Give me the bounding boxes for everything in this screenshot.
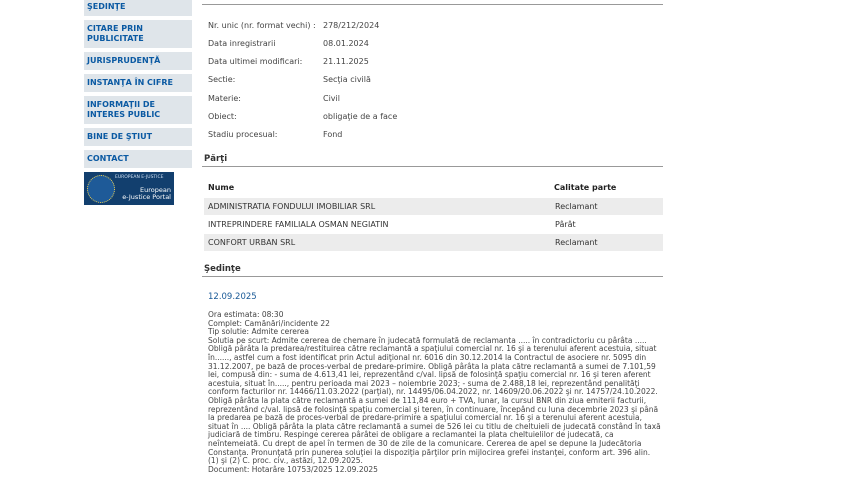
nav-item-contact[interactable]: CONTACT: [84, 150, 192, 168]
info-value: Fond: [323, 130, 343, 139]
parti-header-nume: Nume: [208, 183, 235, 192]
hearing-tip-solutie: Tip solutie: Admite cererea: [208, 327, 309, 337]
hearing-document: Document: Hotarâre 10753/2025 12.09.2025: [208, 464, 378, 474]
info-value: Civil: [323, 94, 340, 103]
info-value: 278/212/2024: [323, 21, 380, 30]
section-divider: [202, 166, 663, 167]
info-value: 21.11.2025: [323, 57, 369, 66]
hearing-complet: Complet: Camănări/incidente 22: [208, 318, 330, 328]
hearing-ora: Ora estimata: 08:30: [208, 310, 284, 319]
parti-row: [204, 198, 663, 215]
nav-item-jurisprudenta[interactable]: JURISPRUDENŢĂ: [84, 52, 192, 70]
hearing-details: [208, 311, 663, 474]
sidebar-nav: [84, 0, 192, 205]
nav-item-sedinte[interactable]: ŞEDINŢE: [84, 0, 192, 16]
info-value: obligaţie de a face: [323, 112, 398, 121]
parte-name: ADMINISTRATIA FONDULUI IMOBILIAR SRL: [208, 202, 376, 211]
hearing-date[interactable]: 12.09.2025: [208, 292, 257, 302]
parte-role: Reclamant: [555, 238, 598, 247]
info-label: Data inregistrarii: [208, 39, 276, 48]
parti-row: [204, 234, 663, 251]
info-label: Sectie:: [208, 75, 236, 84]
parte-name: CONFORT URBAN SRL: [208, 238, 296, 247]
hearing-solutie: Solutia pe scurt: Admite cererea de chemare în judecată formulată de reclamanta ..... în contradictoriu cu pârâta ..... Obligă pârâta la predarea/restituirea către reclamantă a spaţiului comercial nr. 16 şi a terenului aferent acestuia, situat în......, astfel cum a fost identificat prin Actul adiţional nr. 6016 din 30.12.2014 la Contractul de asociere nr. 5095 din 31.12.2007, pe bază de proces-verbal de predare-primire. Obligă pârâta la plata către reclamantă a sumei de 7.101,59 lei, compusă din: - suma de 4.613,41 lei, reprezentând c/val. lipsă de folosinţă spaţiu comercial nr. 16 şi teren aferent acestuia, situat în....., pentru perioada mai 2023 – noiembrie 2023; - suma de 2.488,18 lei, reprezentând penalităţi conform facturilor nr. 14466/11.03.2022 (parţial), nr. 14495/06.04.2022, nr. 14609/20.06.2022 şi nr. 14757/24.10.2022. Obligă pârâta la plata către reclamantă a sumei de 111,84 euro + TVA, lunar, la cursul BNR din ziua emiterii facturii, reprezentând c/val. lipsă de folosinţă spaţiu comercial şi teren, în continuare, începând cu luna decembrie 2023 şi până la predarea pe bază de proces-verbal de predare-primire a spaţiului comercial nr. 16 şi a terenului aferent acestuia, situat în .... Obligă pârâta la plata către reclamantă a sumei de 526 lei cu titlu de cheltuieli de judecată constând în taxă judiciară de timbru. Respinge cererea pârâtei de obligare a reclamantei la plata cheltuielilor de judecată, ca neîntemeiată. Cu drept de apel în termen de 30 de zile de la comunicare. Cererea de apel se depune la Judecătoria Constanţa. Pronunţată prin punerea soluţiei la dispoziţia părţilor prin mijlocirea grefei instanţei, conform art. 396 alin. (1) şi (2) C. proc. civ., astăzi, 12.09.2025.: [208, 335, 661, 466]
banner-line2: e-Justice Portal: [122, 193, 171, 201]
info-label: Obiect:: [208, 112, 237, 121]
info-label: Stadiu procesual:: [208, 130, 278, 139]
nav-item-citare-publicitate[interactable]: CITARE PRIN PUBLICITATE: [84, 20, 192, 48]
parte-name: INTREPRINDERE FAMILIALA OSMAN NEGIATIN: [208, 220, 389, 229]
info-value: 08.01.2024: [323, 39, 369, 48]
section-divider: [202, 276, 663, 277]
ejustice-portal-banner[interactable]: [84, 172, 174, 205]
info-value: Secţia civilă: [323, 75, 371, 84]
eu-stars-icon: [87, 175, 115, 203]
parte-role: Pârât: [555, 220, 576, 229]
info-label: Nr. unic (nr. format vechi) :: [208, 21, 316, 30]
parte-role: Reclamant: [555, 202, 598, 211]
info-label: Data ultimei modificari:: [208, 57, 303, 66]
parti-row: [204, 216, 663, 233]
banner-line1: European: [140, 186, 171, 194]
info-label: Materie:: [208, 94, 241, 103]
sedinte-section-title: Şedinţe: [204, 264, 241, 274]
nav-item-instanta-in-cifre[interactable]: INSTANŢA ÎN CIFRE: [84, 74, 192, 92]
parti-section-title: Părţi: [204, 154, 228, 164]
banner-eu-text: EUROPEAN E-JUSTICE: [115, 175, 164, 180]
nav-item-bine-de-stiut[interactable]: BINE DE ŞTIUT: [84, 128, 192, 146]
section-divider: [202, 4, 663, 5]
parti-header-calitate: Calitate parte: [554, 183, 617, 192]
nav-item-informatii-interes-public[interactable]: INFORMAŢII DE INTERES PUBLIC: [84, 96, 192, 124]
